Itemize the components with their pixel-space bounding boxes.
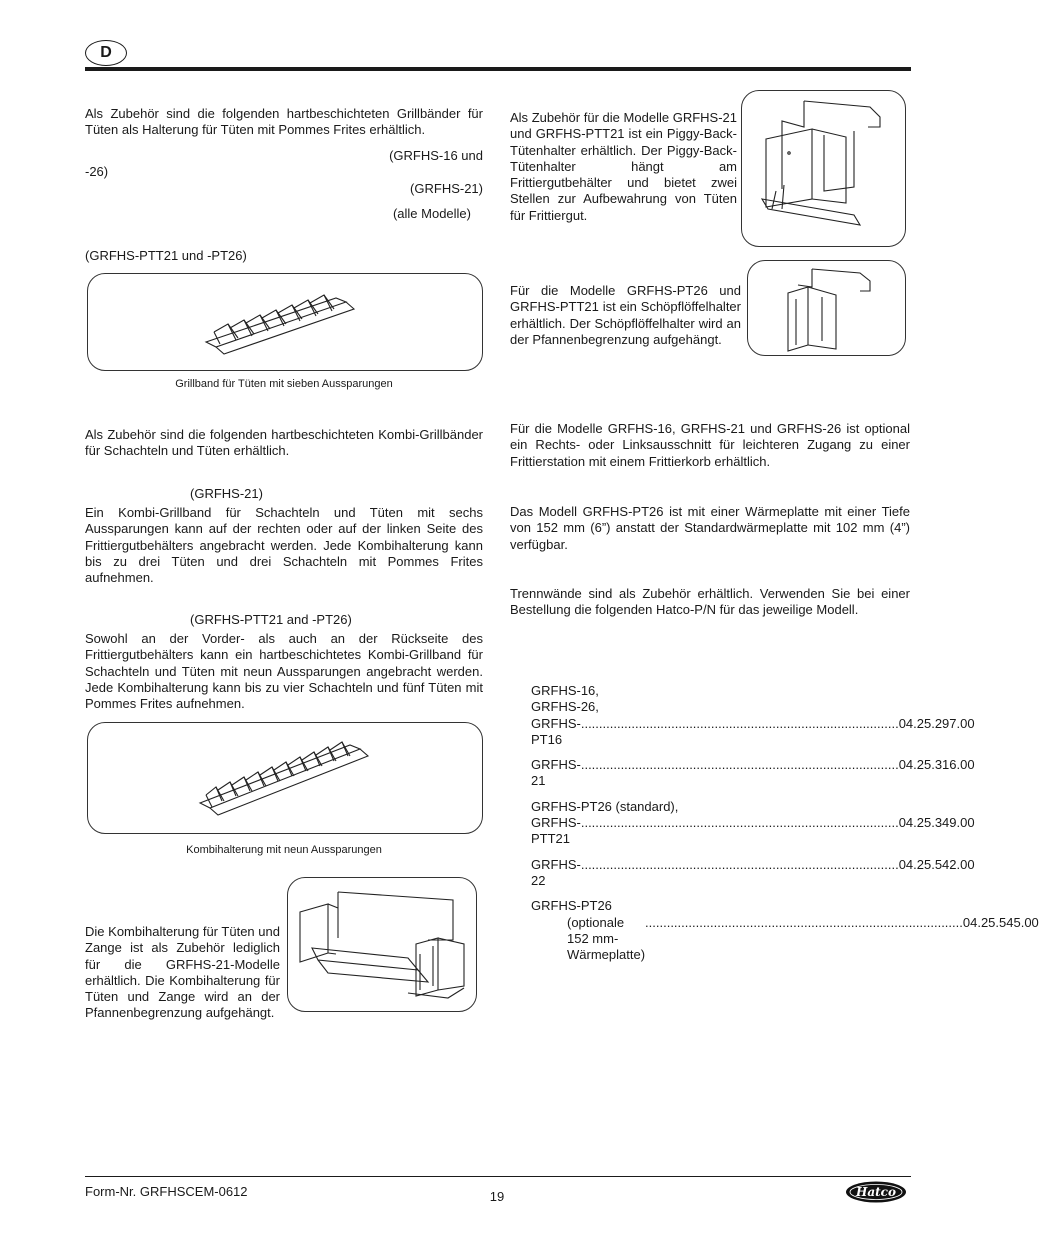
dot-leader: ........................................................................................ <box>580 815 899 831</box>
language-badge: D <box>85 40 127 66</box>
scoop-holder-text: Für die Modelle GRFHS-PT26 und GRFHS-PTT21 ist ein Schöpflöffelhalter erhältlich. Der Schöpflöffelhalter wird an der Pfannenbegrenzung aufgehängt. <box>510 283 741 347</box>
part-model-line: GRFHS-16, <box>531 683 599 698</box>
parts-list <box>531 683 1039 963</box>
tongs-holder-illustration <box>288 878 476 1011</box>
combi-rack-illustration <box>88 723 482 833</box>
dot-leader: ........................................................................................ <box>580 715 899 731</box>
tongs-holder-text: Die Kombihalterung für Tüten und Zange ist als Zubehör lediglich für die GRFHS-21-Modelle erhältlich. Die Kombihalterung für Tüten und Zange wird an der Pfannenbegrenzung aufgehängt. <box>85 924 280 1021</box>
model-label-all: (alle Modelle) <box>392 206 471 221</box>
part-model-line: GRFHS-26, <box>531 699 599 715</box>
figure-combi-nine <box>87 722 483 834</box>
part-number-row <box>531 914 1039 964</box>
part-entry <box>531 856 975 890</box>
dot-leader: ........................................................................................ <box>580 757 899 773</box>
part-number: 04.25.316.00 <box>898 757 975 773</box>
model-label-26: -26) <box>85 164 109 179</box>
figure-piggyback-holder <box>741 90 906 247</box>
hatco-logo <box>845 1180 907 1204</box>
part-number: 04.25.349.00 <box>898 815 975 831</box>
part-entry <box>531 798 975 848</box>
dot-leader: ........................................................................................ <box>580 856 899 872</box>
footer-rule <box>85 1176 911 1177</box>
model-label-ptt21: (GRFHS-PTT21 und -PT26) <box>85 248 247 263</box>
part-number: 04.25.297.00 <box>898 715 975 731</box>
combi-text-21: Ein Kombi-Grillband für Schachteln und Tüten mit sechs Aussparungen kann auf der rechten oder auf der linken Seite des Frittiergutbehälters angebracht werden. Jede Kombihalterung kann bis zu drei Tüten und drei Schachteln mit Pommes Frites aufnehmen. <box>85 505 483 586</box>
part-label: (optionale 152 mm-Wärmeplatte) <box>567 914 646 963</box>
dot-leader: ........................................................................................ <box>645 914 963 930</box>
form-number: Form-Nr. GRFHSCEM-0612 <box>85 1184 248 1199</box>
part-label: GRFHS-PTT21 <box>531 815 581 847</box>
part-model-line: GRFHS-PT26 <box>531 898 612 914</box>
figure-bag-rack-seven <box>87 273 483 371</box>
combi-intro: Als Zubehör sind die folgenden hartbeschichteten Kombi-Grillbänder für Schachteln und Tüten erhältlich. <box>85 427 483 459</box>
bag-rack-intro: Als Zubehör sind die folgenden hartbeschichteten Grillbänder für Tüten als Halterung für Tüten mit Pommes Frites erhältlich. <box>85 106 483 138</box>
part-label: GRFHS-21 <box>531 757 581 789</box>
figure-2-caption: Kombihalterung mit neun Aussparungen <box>186 844 382 856</box>
part-number: 04.25.542.00 <box>898 856 975 872</box>
part-model-line: GRFHS-PT26 (standard), <box>531 798 679 814</box>
part-entry <box>531 757 975 790</box>
scoop-holder-illustration <box>748 261 905 355</box>
part-label: GRFHS-22 <box>531 856 581 888</box>
heatplate-text: Das Modell GRFHS-PT26 ist mit einer Wärmeplatte mit einer Tiefe von 152 mm (6”) anstatt der Standardwärmeplatte mit 102 mm (4”) verfügbar. <box>510 504 910 552</box>
hatco-logo-text: Hatco <box>856 1185 896 1199</box>
combi-model-21: (GRFHS-21) <box>190 486 263 501</box>
piggyback-text: Als Zubehör für die Modelle GRFHS-21 und GRFHS-PTT21 ist ein Piggy-Back-Tütenhalter erhältlich. Der Piggy-Back-Tütenhalter hängt am Frittiergutbehälter und bietet zwei Stellen zur Aufbewahrung von Tüten für Frittiergut. <box>510 110 737 223</box>
model-label-21: (GRFHS-21) <box>410 181 483 196</box>
part-entry <box>531 683 975 748</box>
bag-rack-illustration <box>88 274 482 370</box>
cutout-text: Für die Modelle GRFHS-16, GRFHS-21 und GRFHS-26 ist optional ein Rechts- oder Linksausschnitt für leichteren Zugang zu einer Frittierstation mit einem Frittierkorb erhältlich. <box>510 421 910 469</box>
combi-text-ptt21: Sowohl an der Vorder- als auch an der Rückseite des Frittiergutbehälters kann ein hartbeschichtetes Kombi-Grillband für Schachteln und Tüten mit neun Aussparungen angebracht werden. Jede Kombihalterung kann bis zu vier Schachteln und fünf Tüten mit Pommes Frites aufnehmen. <box>85 631 483 712</box>
page-number: 19 <box>489 1189 505 1204</box>
figure-1-caption: Grillband für Tüten mit sieben Aussparungen <box>175 378 393 390</box>
header-rule <box>85 67 911 71</box>
combi-model-ptt21: (GRFHS-PTT21 and -PT26) <box>190 612 352 627</box>
part-number: 04.25.545.00 <box>962 914 1039 930</box>
dividers-text: Trennwände sind als Zubehör erhältlich. Verwenden Sie bei einer Bestellung die folgenden Hatco-P/N für das jeweilige Modell. <box>510 586 910 618</box>
part-label: GRFHS-PT16 <box>531 715 581 747</box>
figure-tongs-holder <box>287 877 477 1012</box>
figure-scoop-holder <box>747 260 906 356</box>
model-label-16-26: (GRFHS-16 und <box>389 148 483 163</box>
part-entry <box>531 898 1039 963</box>
piggyback-holder-illustration <box>742 91 905 246</box>
part-number-row <box>531 815 975 848</box>
part-number-row <box>531 715 975 749</box>
